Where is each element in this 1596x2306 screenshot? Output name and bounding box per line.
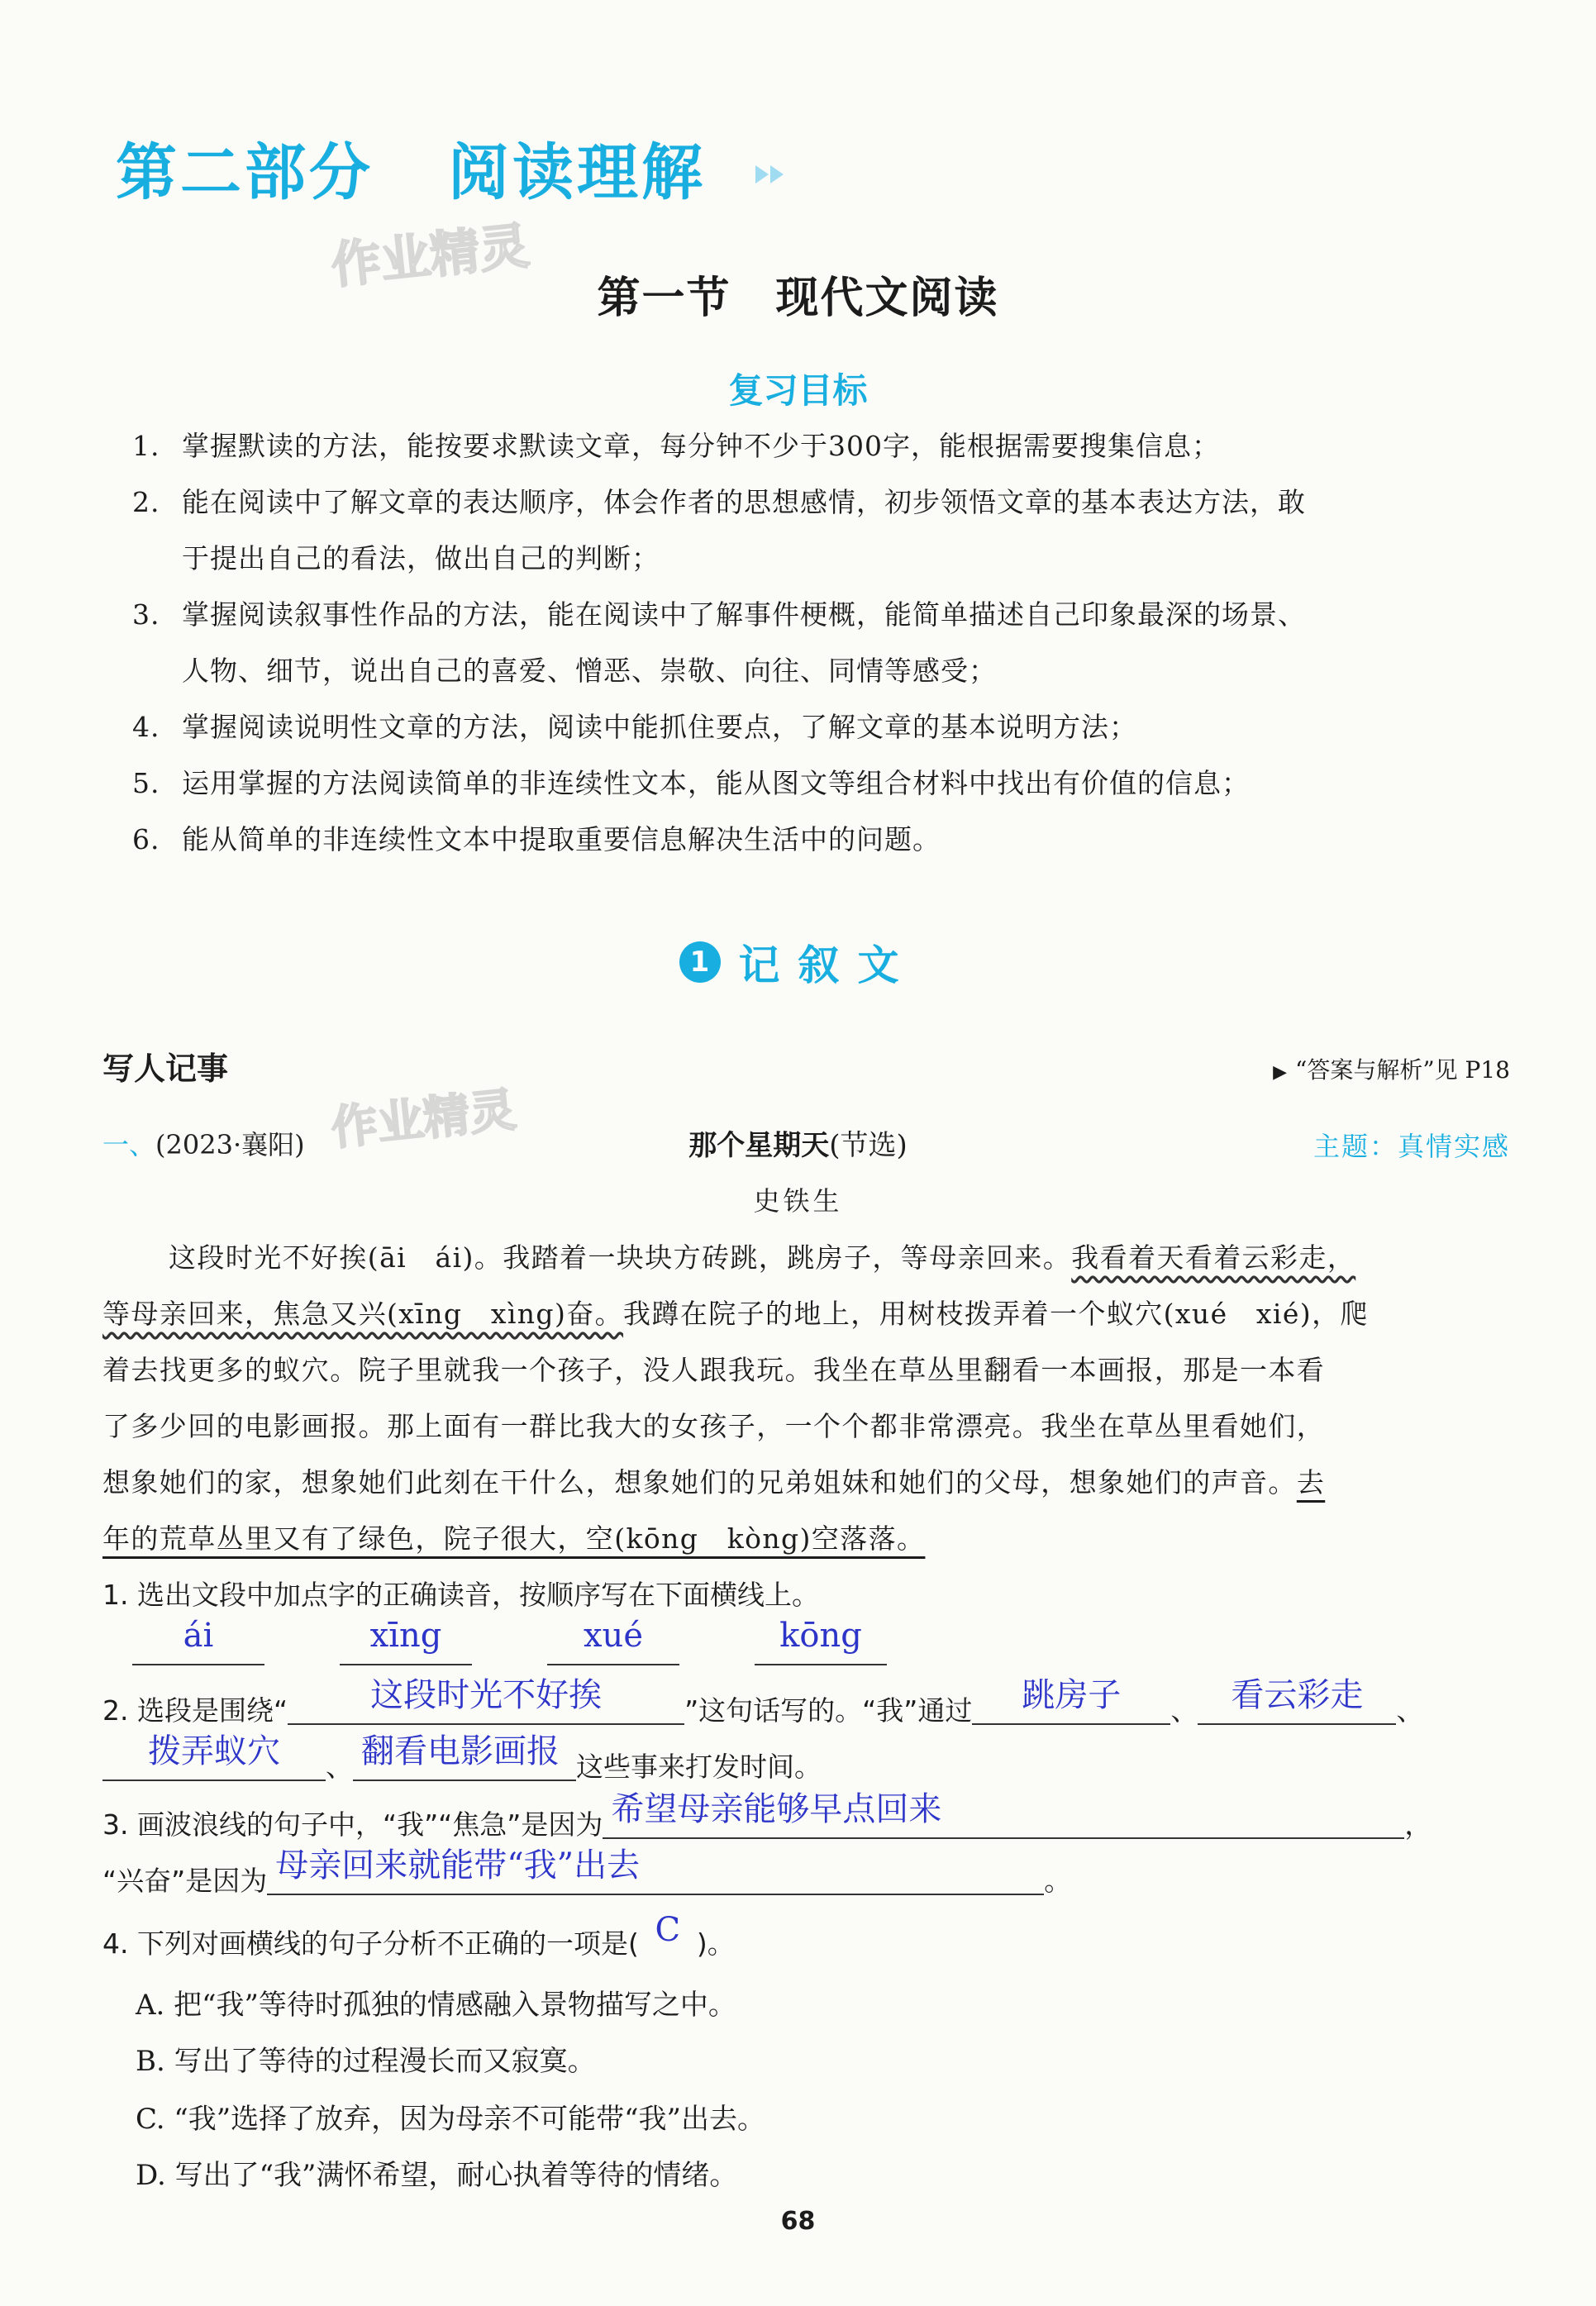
passage-line: 了多少回的电影画报。那上面有一群比我大的女孩子，一个个都非常漂亮。我坐在草丛里看她们， (102, 1410, 1326, 1442)
question-3: 3. 画波浪线的句子中，“我”“焦急”是因为 希望母亲能够早点回来 ， (102, 1790, 1432, 1841)
answer-blank[interactable]: C (655, 1911, 681, 1949)
review-title: 复习目标 (728, 370, 868, 411)
answer-blank[interactable]: 跳房子 (972, 1687, 1170, 1725)
answer-blank[interactable]: 希望母亲能够早点回来 (603, 1801, 1404, 1839)
section-title: 第一节 现代文阅读 (597, 274, 999, 323)
wavy-underlined-sentence: 等母亲回来，焦急又兴(xīng xìng)奋。 (102, 1298, 624, 1330)
passage-line: 想象她们的家，想象她们此刻在干什么，想象她们的兄弟姐妹和她们的父母，想象她们的声音。去 (102, 1466, 1326, 1498)
goal-item: 3. 掌握阅读叙事性作品的方法，能在阅读中了解事件梗概，能简单描述自己印象最深的场景、 人物、细节，说出自己的喜爱、憎恶、崇敬、向往、同情等感受； (132, 598, 1306, 687)
question-4: 4. 下列对画横线的句子分析不正确的一项是( C )。 (102, 1911, 735, 1960)
chapter-title: 记叙文 (738, 941, 917, 989)
passage-line: 着去找更多的蚁穴。院子里就我一个孩子，没人跟我玩。我坐在草丛里翻看一本画报，那是一本看 (102, 1354, 1326, 1386)
passage-line: 等母亲回来，焦急又兴(xīng xìng)奋。我蹲在院子的地上，用树枝拨弄着一个蚁穴(xué xié)，爬 (102, 1298, 1369, 1330)
article-author: 史铁生 (753, 1185, 843, 1217)
answer-blank[interactable]: 翻看电影画报 (353, 1743, 576, 1781)
answer-blank[interactable]: 拨弄蚁穴 (102, 1743, 326, 1781)
goal-item: 2. 能在阅读中了解文章的表达顺序，体会作者的思想感情，初步领悟文章的基本表达方法，敢 于提出自己的看法，做出自己的判断； (132, 486, 1306, 574)
part-title-right: 阅读理解 (448, 137, 706, 208)
goal-item: 6. 能从简单的非连续性文本中提取重要信息解决生活中的问题。 (132, 823, 941, 855)
option-d: D. 写出了“我”满怀希望，耐心执着等待的情绪。 (136, 2159, 738, 2192)
underlined-sentence: 去 (1296, 1466, 1326, 1498)
theme-label: 主题：真情实感 (1313, 1131, 1510, 1162)
goal-item: 1. 掌握默读的方法，能按要求默读文章，每分钟不少于300字，能根据需要搜集信息； (132, 430, 1220, 462)
question-3-cont: “兴奋”是因为 母亲回来就能带“我”出去 。 (102, 1846, 1072, 1897)
answer-blank[interactable]: kōng (755, 1627, 887, 1665)
answer-blank[interactable]: 看云彩走 (1198, 1687, 1396, 1725)
article-title: 那个星期天(节选) (688, 1129, 908, 1162)
question-2-cont: 拨弄蚁穴 、 翻看电影画报 这些事来打发时间。 (102, 1742, 822, 1792)
wavy-underlined-sentence: 我看着天看着云彩走， (1071, 1241, 1356, 1274)
passage-line: 这段时光不好挨(āi ái)。我踏着一块块方砖跳，跳房子，等母亲回来。我看着天看着云彩走， (169, 1241, 1356, 1274)
answer-reference[interactable]: ▶ “答案与解析”见 P18 (1273, 1056, 1510, 1084)
answer-blank[interactable]: 这段时光不好挨 (288, 1687, 684, 1725)
option-c: C. “我”选择了放弃，因为母亲不可能带“我”出去。 (136, 2103, 765, 2136)
answer-blank[interactable]: xīng (340, 1627, 472, 1665)
question-number: 一、(2023·襄阳) (102, 1129, 305, 1160)
answer-blank[interactable]: 母亲回来就能带“我”出去 (267, 1857, 1044, 1895)
underlined-sentence: 年的荒草丛里又有了绿色，院子很大，空(kōng kòng)空落落。 (102, 1522, 926, 1555)
page-number: 68 (780, 2207, 816, 2236)
goal-item: 4. 掌握阅读说明性文章的方法，阅读中能抓住要点，了解文章的基本说明方法； (132, 711, 1137, 743)
goal-item: 5. 运用掌握的方法阅读简单的非连续性文本，能从图文等组合材料中找出有价值的信息； (132, 767, 1250, 799)
chapter-number-badge: 1 (679, 941, 721, 983)
part-title (116, 124, 706, 212)
subhead: 写人记事 (102, 1051, 229, 1087)
watermark: 作业精灵 (328, 1083, 519, 1156)
triangle-right-icon: ▶ (1273, 1062, 1287, 1083)
watermark: 作业精灵 (328, 217, 532, 296)
chapter-heading (0, 932, 1596, 992)
option-b: B. 写出了等待的过程漫长而又寂寞。 (136, 2045, 596, 2078)
part-title-left: 第二部分 (116, 137, 374, 208)
answer-blank[interactable]: ái (132, 1627, 264, 1665)
option-a: A. 把“我”等待时孤独的情感融入景物描写之中。 (136, 1989, 736, 2022)
answer-blank[interactable]: xué (547, 1627, 679, 1665)
question-1: 1. 选出文段中加点字的正确读音，按顺序写在下面横线上。 (102, 1579, 819, 1611)
passage-line (102, 1511, 1508, 1567)
question-1-answers (132, 1617, 887, 1676)
question-2: 2. 选段是围绕“ 这段时光不好挨 ”这句话写的。“我”通过 跳房子 、 看云彩走 、 (102, 1676, 1424, 1727)
double-arrow-icon (754, 162, 795, 187)
